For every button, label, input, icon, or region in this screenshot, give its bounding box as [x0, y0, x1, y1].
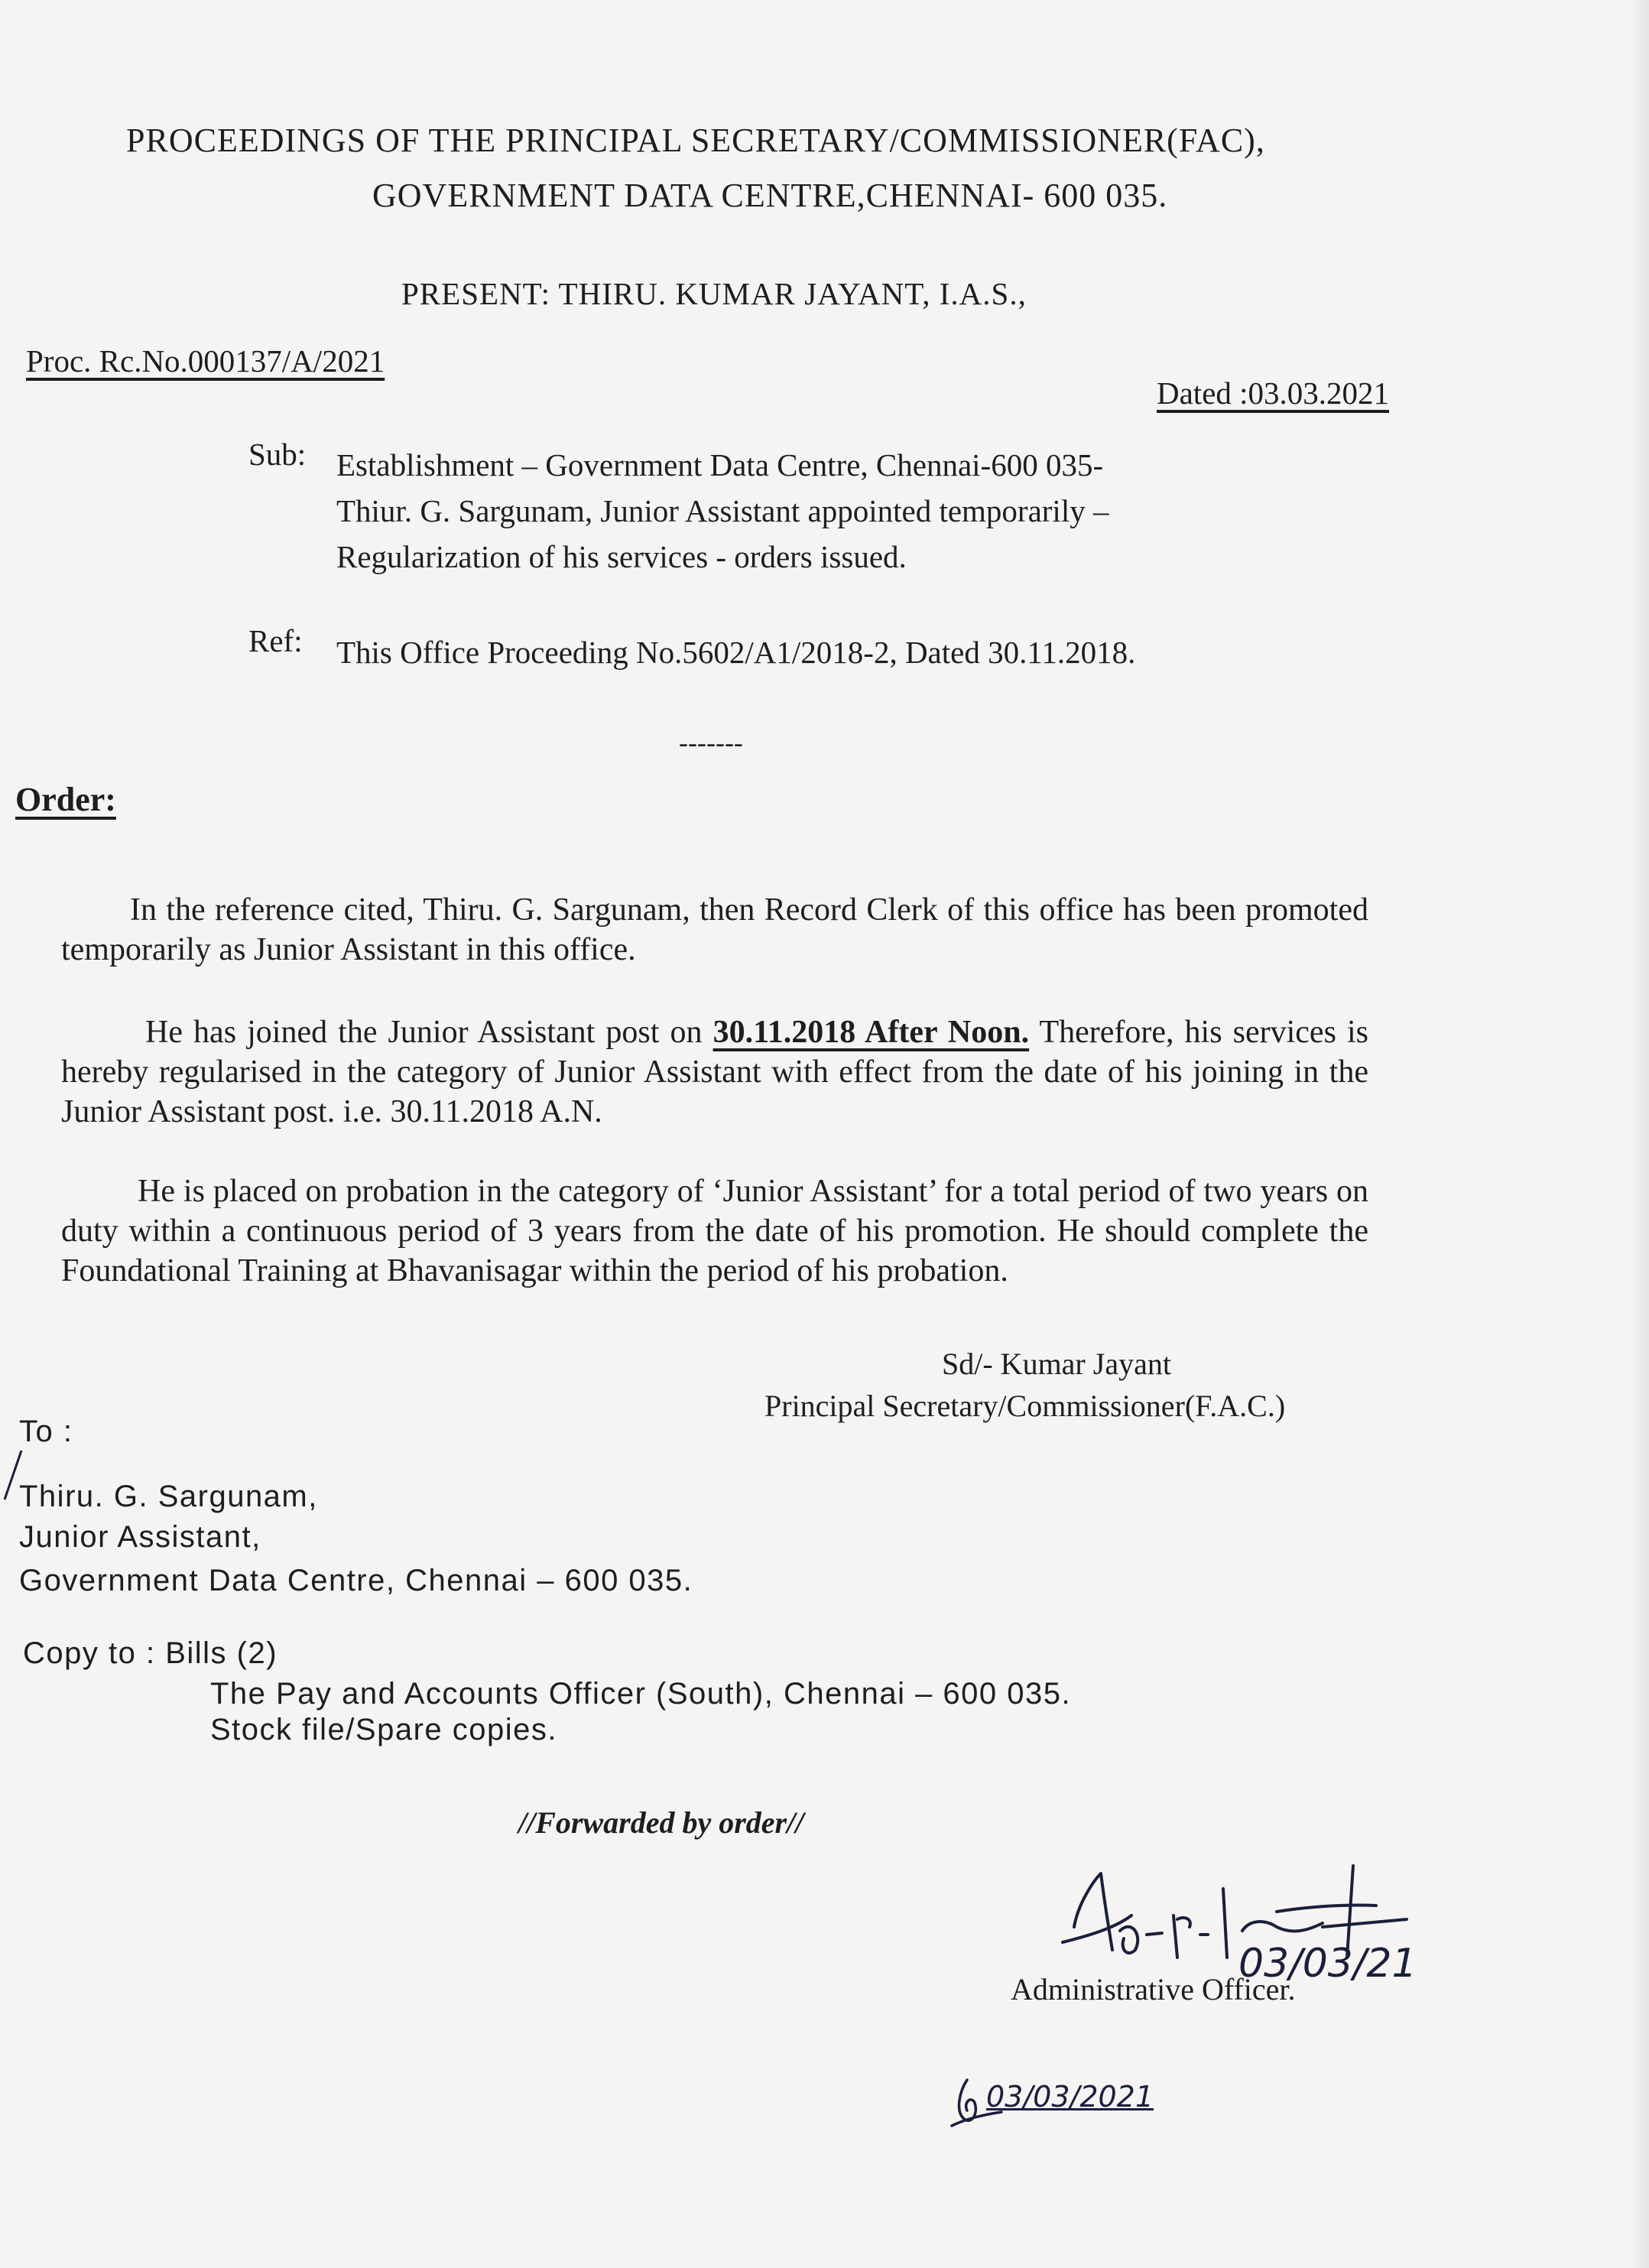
joining-date-bold: 30.11.2018 After Noon. [713, 1015, 1030, 1050]
separator: ------- [679, 727, 743, 758]
reference-text: This Office Proceeding No.5602/A1/2018-2, Dated 30.11.2018. [336, 635, 1136, 670]
to-line-3: Government Data Centre, Chennai – 600 035. [19, 1564, 693, 1597]
order-paragraph-2 [61, 1012, 1368, 1132]
initial-date: 03/03/2021 [986, 2080, 1154, 2114]
order-paragraph-1 [61, 890, 1368, 970]
reference-label: Ref: [248, 623, 303, 658]
order-heading: Order: [15, 781, 116, 818]
to-label: To : [19, 1415, 73, 1448]
signature-date: 03/03/21 [1238, 1941, 1417, 1987]
signatory-name: Sd/- Kumar Jayant [942, 1347, 1171, 1381]
order-paragraph-2-lead: He has joined the Junior Assistant post on [145, 1015, 713, 1050]
subject-line-1: Establishment – Government Data Centre, Chennai-600 035- [336, 447, 1104, 483]
to-line-1: Thiru. G. Sargunam, [19, 1480, 318, 1513]
to-line-2: Junior Assistant, [19, 1520, 261, 1554]
subject-line-2: Thiur. G. Sargunam, Junior Assistant appointed temporarily – [336, 493, 1109, 528]
forwarded-by-order: //Forwarded by order// [518, 1805, 804, 1840]
subject-label: Sub: [248, 437, 307, 472]
reference-number: Proc. Rc.No.000137/A/2021 [26, 343, 385, 379]
copy-to-line-2: Stock file/Spare copies. [210, 1713, 557, 1746]
copy-to-line-1: The Pay and Accounts Officer (South), Chennai – 600 035. [210, 1677, 1072, 1711]
page-edge-shadow [1628, 0, 1649, 2268]
header-line-2: GOVERNMENT DATA CENTRE,CHENNAI- 600 035. [372, 177, 1168, 214]
subject-line-3: Regularization of his services - orders issued. [336, 539, 907, 574]
present-line: PRESENT: THIRU. KUMAR JAYANT, I.A.S., [401, 276, 1027, 311]
header-line-1: PROCEEDINGS OF THE PRINCIPAL SECRETARY/COMMISSIONER(FAC), [126, 122, 1265, 159]
administrative-officer: Administrative Officer. [1011, 1972, 1296, 2006]
order-paragraph-3-text: He is placed on probation in the category of ‘Junior Assistant’ for a total period of two years on duty within a continuous period of 3 years from the date of his promotion. He should complete the Foundational Training at Bhavanisagar within the period of his probation. [61, 1174, 1368, 1288]
copy-to-label: Copy to : Bills (2) [23, 1636, 278, 1670]
signatory-designation: Principal Secretary/Commissioner(F.A.C.) [764, 1389, 1286, 1423]
dated: Dated :03.03.2021 [1157, 375, 1390, 411]
order-paragraph-3 [61, 1171, 1368, 1291]
order-paragraph-2-rest: Therefore, his services is hereby regularised in the category of Junior Assistant with effect from the date of his joining in the Junior Assistant post. i.e. 30.11.2018 A.N. [61, 1015, 1369, 1129]
order-paragraph-1-text: In the reference cited, Thiru. G. Sargunam, then Record Clerk of this office has been promoted temporarily as Junior Assistant in this office. [61, 892, 1368, 967]
